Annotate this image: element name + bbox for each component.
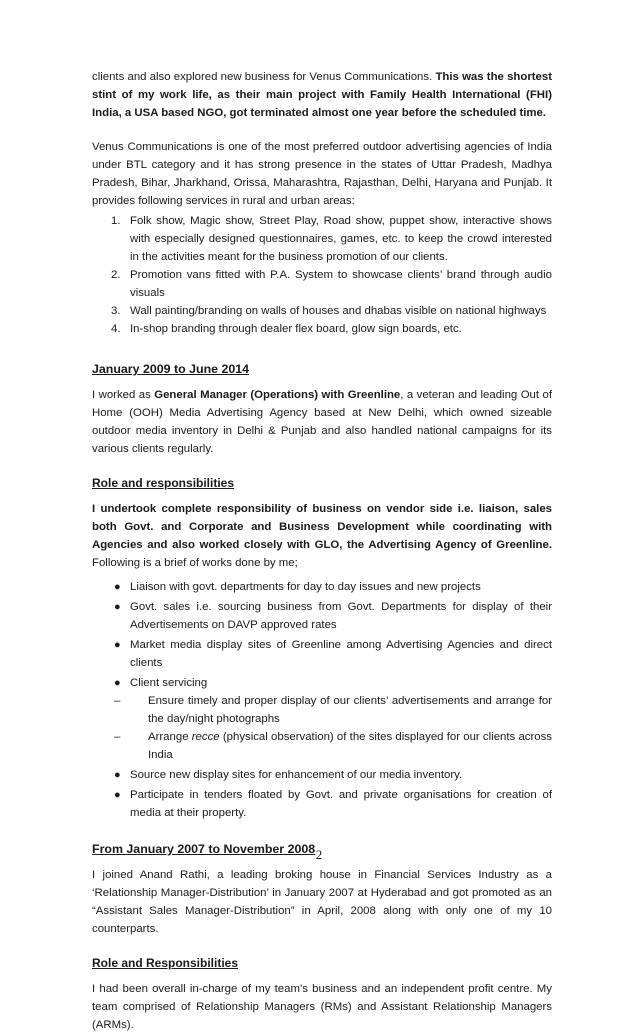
list-item: 2. Promotion vans fitted with P.A. System to showcase clients’ brand through audio visuals xyxy=(111,269,552,299)
bullet-icon: ● xyxy=(114,677,121,689)
dash-icon: – xyxy=(114,731,121,743)
page-number: 2 xyxy=(315,847,323,862)
list-item: ● Market media display sites of Greenline among Advertising Agencies and direct clients xyxy=(92,636,552,672)
bullet-icon: ● xyxy=(114,789,121,801)
list-item: 4. In-shop branding through dealer flex board, glow sign boards, etc. xyxy=(111,323,462,335)
list-item: ● Source new display sites for enhancement of our media inventory. xyxy=(92,766,552,784)
anand-paragraph: I joined Anand Rathi, a leading broking house in Financial Services Industry as a ‘Relationship Manager-Distribution’ in January 2007 at Hyderabad and got promoted as an “Assistant Sales Manager-Distribution” in April, 2008 along with only one of my 10 counterparts. xyxy=(92,869,552,935)
greenline-paragraph: I worked as General Manager (Operations) with Greenline, a veteran and leading Out of Home (OOH) Media Advertising Agency based at New Delhi, which owned sizeable outdoor media inventory in Delhi & Punjab and also handled national campaigns for its various clients regularly. xyxy=(92,389,552,455)
greenline-roles-paragraph: I undertook complete responsibility of business on vendor side i.e. liaison, sales both Govt. and Corporate and Business Development while coordinating with Agencies and also worked closely with GLO, the Advertising Agency of Greenline. Following is a brief of works done by me; xyxy=(92,503,552,569)
venus-paragraph: Venus Communications is one of the most preferred outdoor advertising agencies of India under BTL category and it has strong presence in the states of Uttar Pradesh, Madhya Pradesh, Bihar, Jharkhand, Orissa, Maharashtra, Rajasthan, Delhi, Haryana and Punjab. It provides following services in rural and urban areas: xyxy=(92,141,552,207)
list-item: – Ensure timely and proper display of our clients’ advertisements and arrange for the day/night photographs xyxy=(92,692,552,728)
list-item: ● Govt. sales i.e. sourcing business from Govt. Departments for display of their Advertisements on DAVP approved rates xyxy=(92,598,552,634)
bullet-icon: ● xyxy=(114,639,121,651)
dash-icon: – xyxy=(114,695,121,707)
client-servicing-sublist xyxy=(114,692,552,764)
intro-bold-text: This was the shortest stint of my work life, as their main project with Family Health International (FHI) India, a USA based NGO, got terminated almost one year before the scheduled time. xyxy=(92,71,553,119)
bullet-icon: ● xyxy=(114,581,121,593)
greenline-duties-list xyxy=(92,578,552,822)
list-item: ● Client servicing – Ensure timely and proper display of our clients’ advertisements and arrange for the day/night photographs – Arrange recce (physical observation) of the sites displayed for our clients across India xyxy=(92,674,552,764)
anand-period-heading: From January 2007 to November 2008 xyxy=(92,842,316,856)
list-item: ● Liaison with govt. departments for day to day issues and new projects xyxy=(92,578,552,596)
intro-paragraph: clients and also explored new business for Venus Communications. This was the shortest stint of my work life, as their main project with Family Health International (FHI) India, a USA based NGO, got terminated almost one year before the scheduled time. xyxy=(92,71,553,119)
venus-services-list xyxy=(92,212,552,338)
greenline-roles-heading: Role and responsibilities xyxy=(92,476,235,490)
bullet-icon: ● xyxy=(114,601,121,613)
list-item: – Arrange recce (physical observation) of the sites displayed for our clients across India xyxy=(92,728,552,764)
list-item: ● Participate in tenders floated by Govt. and private organisations for creation of media at their property. xyxy=(92,786,552,822)
list-item: 1. Folk show, Magic show, Street Play, Road show, puppet show, interactive shows with especially designed questionnaires, games, etc. to keep the crowd interested in the activities meant for the business promotion of our clients. xyxy=(111,215,552,263)
anand-roles-paragraph: I had been overall in-charge of my team’s business and an independent profit centre. My team comprised of Relationship Managers (RMs) and Assistant Relationship Managers (ARMs). xyxy=(92,983,552,1031)
bullet-icon: ● xyxy=(114,769,121,781)
anand-roles-heading: Role and Responsibilities xyxy=(92,956,239,970)
list-item: 3. Wall painting/branding on walls of houses and dhabas visible on national highways xyxy=(111,305,547,317)
greenline-period-heading: January 2009 to June 2014 xyxy=(92,362,250,376)
